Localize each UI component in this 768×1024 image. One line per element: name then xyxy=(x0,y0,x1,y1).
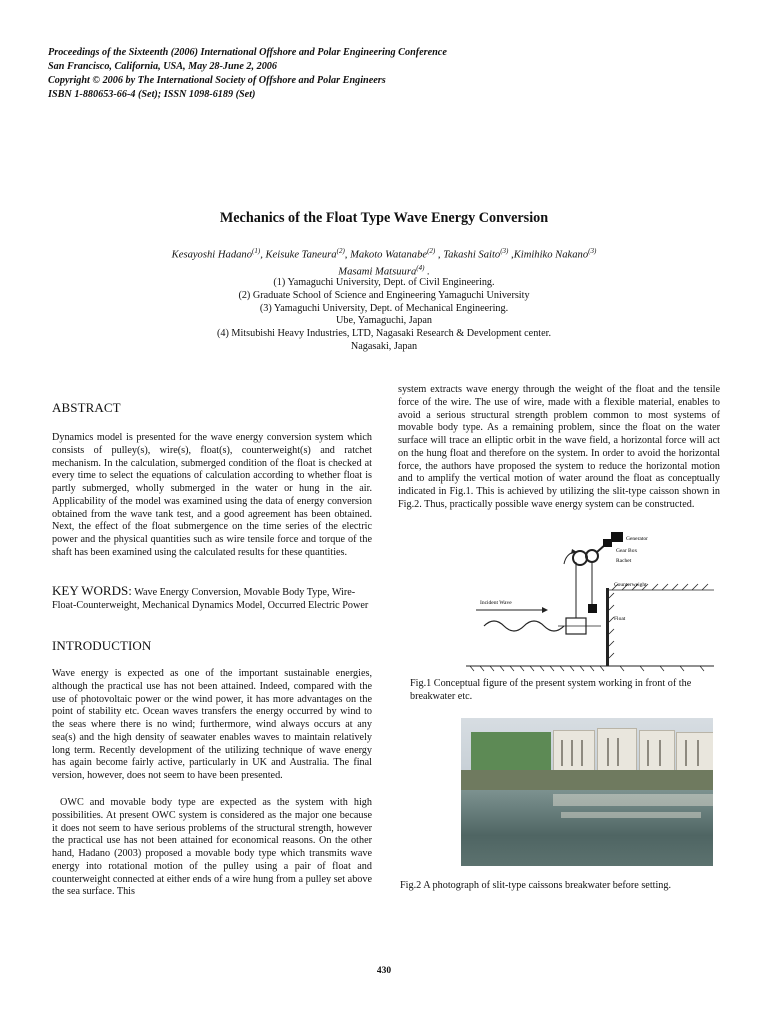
photo-reflection xyxy=(561,812,701,818)
author-separator: , xyxy=(260,249,266,261)
incident-wave-arrowhead xyxy=(542,607,548,613)
author-affil-mark: (1) xyxy=(252,247,261,255)
abstract-text: Dynamics model is presented for the wave energy conversion system which consists of pulley(s), wire(s), float(s), counterweight(s) and ratchet mechanism. In the calculation, submerged condition of the float is checked at every time to select the equations of calculation according to whether float is partly submerged, wholly submerged in the water or hung in the air. Applicability of the model was examined using the data of energy conversion obtained from the wave tank test, and a good agreement has been obtained. Next, the effect of the float submergence on the time series of the electric power and the physical quantities such as wire tensile force and torque of the shaft has been examined using the calculated results for these quantities. xyxy=(52,432,372,558)
page-number: 430 xyxy=(376,966,392,976)
fig2-breakwater-photo xyxy=(461,718,713,866)
photo-slit xyxy=(607,738,609,766)
label-float: Float xyxy=(614,616,626,622)
photo-slit xyxy=(561,740,563,766)
photo-slit xyxy=(697,740,699,766)
introduction-paragraph-continued: system extracts wave energy through the weight of the float and the tensile force of the wire. The use of wire, made with a flexible material, enables to avoid a serious structural strength problem common to most systems of movable body type. As a remaining problem, since the float on the water surface will trace an elliptic orbit in the wave field, a horizontal force will act on the hung float and therefore on the system. In order to avoid the horizontal force, the authors have proposed the system to reduce the horizontal motion and to amplify the vertical motion of water around the float as conceptually indicated in Fig.1. This is achieved by utilizing the slit-type caisson shown in Fig.2. Thus, practically possible wave energy system can be constructed. xyxy=(398,384,720,510)
affiliation-3-location: Ube, Yamaguchi, Japan xyxy=(336,315,432,327)
keywords-label: KEY WORDS: xyxy=(52,583,132,598)
author-affil-mark: (3) xyxy=(588,247,597,255)
affiliation-2: (2) Graduate School of Science and Engineering Yamaguchi University xyxy=(238,289,530,301)
introduction-paragraph-1: Wave energy is expected as one of the important sustainable energies, although the practical use has not been attained. Indeed, compared with the use of photovoltaic power or the wind power, it has more advantages on the point of stability etc. Ocean waves transfers the energy occurred by wind to the seas where there is no wind; furthermore, wind always occurs at any sea(s) and the high density of seawater enables waves to maintain relatively long term. Recently development of the utilizing technique of wave energy has again become fairly active, particularly in UK and Australia. The final version, however, does not seem to have been presented. xyxy=(52,668,372,781)
author-affil-mark: (2) xyxy=(336,247,345,255)
author-affil-mark: (3) xyxy=(500,247,509,255)
label-gearbox: Gear Box xyxy=(616,548,638,554)
author-name: Takashi Saito xyxy=(443,249,501,261)
proceedings-header xyxy=(48,46,708,102)
gearbox-block xyxy=(603,539,612,547)
affiliation-1: (1) Yamaguchi University, Dept. of Civil Engineering. xyxy=(273,277,495,288)
photo-caisson xyxy=(676,732,713,774)
label-rachet: Rachet xyxy=(616,558,632,564)
header-line-4: ISBN 1-880653-66-4 (Set); ISSN 1098-6189 (Set) xyxy=(48,89,256,100)
fig2-caption: Fig.2 A photograph of slit-type caissons breakwater before setting. xyxy=(400,880,672,891)
author-affil-mark: (2) xyxy=(427,247,436,255)
sea-bed-hatch xyxy=(470,666,704,671)
affiliation-4: (4) Mitsubishi Heavy Industries, LTD, Nagasaki Research & Development center. xyxy=(216,328,552,340)
author-name: Makoto Watanabe xyxy=(350,249,428,261)
label-generator: Generator xyxy=(626,536,648,542)
author-separator: , xyxy=(508,249,514,261)
fig1-caption: Fig.1 Conceptual figure of the present system working in front of the breakwater etc. xyxy=(410,678,692,702)
affiliation-4-location: Nagasaki, Japan xyxy=(350,340,418,352)
author-name: Masami Matsuura xyxy=(338,266,417,278)
incident-wave-curve xyxy=(484,621,564,631)
photo-slit xyxy=(571,740,573,766)
photo-slit xyxy=(581,740,583,766)
photo-slit xyxy=(617,738,619,766)
introduction-paragraph-2: OWC and movable body type are expected as the system with high possibilities. At present OWC system is considered as the major one because it does not seem to have serious problems of the structural strength, however the practical use has not been attained for economical reasons. On the other hand, Hadano (2003) proposed a movable body type which transmits wave energy into rotational motion of the pulley using a pair of float and counterweight connected at either ends of a wire hung from a pulley set above the sea surface. This xyxy=(52,797,372,898)
rachet-wheel xyxy=(586,550,598,562)
photo-reflection xyxy=(553,794,713,806)
generator-block xyxy=(611,532,623,542)
author-name: Kimihiko Nakano xyxy=(513,249,589,261)
photo-slit xyxy=(659,740,661,766)
photo-caisson xyxy=(639,730,675,774)
introduction-heading: INTRODUCTION xyxy=(52,638,152,653)
affiliation-3: (3) Yamaguchi University, Dept. of Mechanical Engineering. xyxy=(259,302,509,314)
header-line-2: San Francisco, California, USA, May 28-June 2, 2006 xyxy=(48,61,277,72)
author-separator: . xyxy=(424,266,430,278)
author-line-2 xyxy=(60,262,708,279)
label-counterweight: Counterweight xyxy=(614,582,647,588)
header-line-1: Proceedings of the Sixteenth (2006) International Offshore and Polar Engineering Conference xyxy=(48,47,447,58)
abstract-heading: ABSTRACT xyxy=(52,400,121,415)
photo-scaffold xyxy=(471,732,551,770)
author-separator: , xyxy=(344,249,351,261)
keywords-text: Wave Energy Conversion, Movable Body Type, Wire-Float-Counterweight, Mechanical Dynamics Model, Occurred Electric Power xyxy=(52,587,369,611)
photo-shoreline xyxy=(461,770,713,790)
author-separator: , xyxy=(435,249,444,261)
keywords-block xyxy=(52,585,372,612)
photo-caisson xyxy=(553,730,595,774)
fig1-conceptual-diagram xyxy=(456,528,718,674)
photo-slit xyxy=(685,740,687,766)
affiliation-list xyxy=(60,277,708,354)
counterweight-block xyxy=(588,604,597,613)
author-line-1 xyxy=(60,245,708,262)
breakwater-wall xyxy=(606,588,609,666)
label-incident-wave: Incident Wave xyxy=(480,600,512,606)
author-list xyxy=(60,245,708,278)
author-name: Kesayoshi Hadano xyxy=(171,249,253,261)
author-affil-mark: (4) xyxy=(416,263,425,272)
photo-slit xyxy=(647,740,649,766)
author-name: Keisuke Taneura xyxy=(265,249,337,261)
paper-title: Mechanics of the Float Type Wave Energy Conversion xyxy=(219,210,549,226)
pulley-wheel xyxy=(573,551,587,565)
header-line-3: Copyright © 2006 by The International Society of Offshore and Polar Engineers xyxy=(48,75,386,86)
